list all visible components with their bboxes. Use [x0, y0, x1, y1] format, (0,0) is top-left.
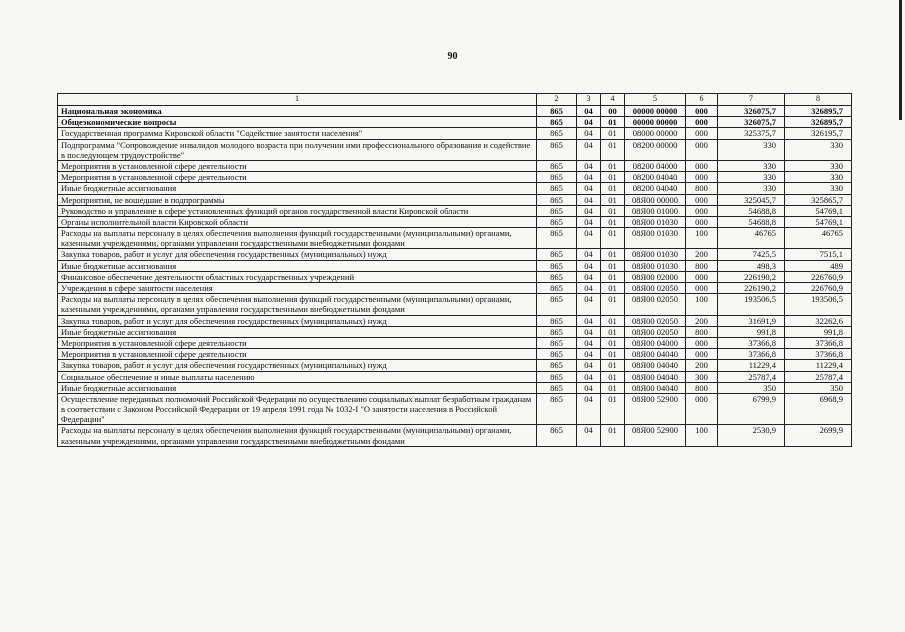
- ministry-code: 865: [537, 128, 577, 139]
- subsection-code: 01: [601, 271, 625, 282]
- ministry-code: 865: [537, 260, 577, 271]
- table-row: [58, 249, 852, 260]
- amount-year-1: 193506,5: [718, 294, 785, 315]
- amount-year-1: 330: [718, 160, 785, 171]
- target-article-code: 08Я00 04000: [625, 337, 686, 348]
- amount-year-2: 6968,9: [785, 393, 852, 425]
- table-row: [58, 393, 852, 425]
- amount-year-2: 489: [785, 260, 852, 271]
- amount-year-2: 326895,7: [785, 117, 852, 128]
- section-code: 04: [577, 271, 601, 282]
- target-article-code: 08Я00 02050: [625, 294, 686, 315]
- section-code: 04: [577, 283, 601, 294]
- ministry-code: 865: [537, 283, 577, 294]
- subsection-code: 01: [601, 228, 625, 249]
- ministry-code: 865: [537, 326, 577, 337]
- section-code: 04: [577, 228, 601, 249]
- amount-year-2: 330: [785, 172, 852, 183]
- section-code: 04: [577, 172, 601, 183]
- subsection-code: 01: [601, 260, 625, 271]
- amount-year-2: 7515,1: [785, 249, 852, 260]
- section-code: 04: [577, 371, 601, 382]
- table-row: [58, 216, 852, 227]
- ministry-code: 865: [537, 194, 577, 205]
- page-number: 90: [447, 51, 458, 62]
- amount-year-1: 37366,8: [718, 337, 785, 348]
- expense-type-code: 800: [686, 326, 718, 337]
- section-code: 04: [577, 260, 601, 271]
- table-row: [58, 271, 852, 282]
- row-description: Мероприятия в установленной сфере деятельности: [58, 337, 537, 348]
- table-row: [58, 382, 852, 393]
- subsection-code: 01: [601, 337, 625, 348]
- target-article-code: 08Я00 01030: [625, 249, 686, 260]
- amount-year-1: 11229,4: [718, 360, 785, 371]
- amount-year-1: 6799,9: [718, 393, 785, 425]
- amount-year-2: 54769,1: [785, 216, 852, 227]
- expense-type-code: 300: [686, 371, 718, 382]
- column-header: 6: [686, 94, 718, 106]
- subsection-code: 01: [601, 382, 625, 393]
- amount-year-2: 326195,7: [785, 128, 852, 139]
- target-article-code: 00000 00000: [625, 117, 686, 128]
- row-description: Расходы на выплаты персоналу в целях обеспечения выполнения функций государственными (муниципальными) органами, казенными учреждениями, органами управления государственными внебюджетными фондами: [58, 294, 537, 315]
- column-header: 8: [785, 94, 852, 106]
- table-row: [58, 106, 852, 117]
- subsection-code: 01: [601, 160, 625, 171]
- amount-year-2: 330: [785, 139, 852, 160]
- table-row: [58, 337, 852, 348]
- amount-year-1: 326075,7: [718, 106, 785, 117]
- subsection-code: 01: [601, 393, 625, 425]
- target-article-code: 08Я00 02050: [625, 283, 686, 294]
- amount-year-1: 2530,9: [718, 425, 785, 446]
- amount-year-1: 226190,2: [718, 283, 785, 294]
- row-description: Иные бюджетные ассигнования: [58, 260, 537, 271]
- table-row: [58, 194, 852, 205]
- target-article-code: 08Я00 01030: [625, 260, 686, 271]
- table-row: [58, 283, 852, 294]
- amount-year-2: 25787,4: [785, 371, 852, 382]
- target-article-code: 08Я00 02000: [625, 271, 686, 282]
- amount-year-2: 226760,9: [785, 271, 852, 282]
- row-description: Общеэкономические вопросы: [58, 117, 537, 128]
- amount-year-1: 325375,7: [718, 128, 785, 139]
- amount-year-1: 25787,4: [718, 371, 785, 382]
- row-description: Осуществление переданных полномочий Российской Федерации по осуществлению социальных выплат безработным гражданам в соответствии с Законом Российской Федерации от 19 апреля 1991 года № 1032-I "О занятости населения в Российской Федерации": [58, 393, 537, 425]
- target-article-code: 08Я00 00000: [625, 194, 686, 205]
- amount-year-1: 326075,7: [718, 117, 785, 128]
- table-row: [58, 371, 852, 382]
- amount-year-1: 226190,2: [718, 271, 785, 282]
- row-description: Мероприятия в установленной сфере деятельности: [58, 349, 537, 360]
- target-article-code: 08Я00 52900: [625, 425, 686, 446]
- subsection-code: 01: [601, 371, 625, 382]
- section-code: 04: [577, 117, 601, 128]
- subsection-code: 01: [601, 117, 625, 128]
- amount-year-2: 11229,4: [785, 360, 852, 371]
- expense-type-code: 000: [686, 271, 718, 282]
- row-description: Мероприятия, не вошедшие в подпрограммы: [58, 194, 537, 205]
- amount-year-1: 54688,8: [718, 216, 785, 227]
- table-row: [58, 160, 852, 171]
- row-description: Расходы на выплаты персоналу в целях обеспечения выполнения функций государственными (муниципальными) органами, казенными учреждениями, органами управления государственными внебюджетными фондами: [58, 425, 537, 446]
- expense-type-code: 100: [686, 294, 718, 315]
- ministry-code: 865: [537, 106, 577, 117]
- subsection-code: 01: [601, 425, 625, 446]
- expense-type-code: 000: [686, 216, 718, 227]
- ministry-code: 865: [537, 271, 577, 282]
- section-code: 04: [577, 249, 601, 260]
- expense-type-code: 000: [686, 194, 718, 205]
- row-description: Иные бюджетные ассигнования: [58, 326, 537, 337]
- section-code: 04: [577, 216, 601, 227]
- target-article-code: 08Я00 04040: [625, 349, 686, 360]
- section-code: 04: [577, 393, 601, 425]
- expense-type-code: 000: [686, 172, 718, 183]
- section-code: 04: [577, 337, 601, 348]
- column-header: 2: [537, 94, 577, 106]
- subsection-code: 00: [601, 106, 625, 117]
- expense-type-code: 000: [686, 349, 718, 360]
- table-row: [58, 205, 852, 216]
- section-code: 04: [577, 128, 601, 139]
- target-article-code: 08000 00000: [625, 128, 686, 139]
- table-row: [58, 260, 852, 271]
- expense-type-code: 000: [686, 160, 718, 171]
- subsection-code: 01: [601, 349, 625, 360]
- table-row: [58, 360, 852, 371]
- section-code: 04: [577, 194, 601, 205]
- row-description: Руководство и управление в сфере установленных функций органов государственной власти Кировской области: [58, 205, 537, 216]
- ministry-code: 865: [537, 425, 577, 446]
- subsection-code: 01: [601, 249, 625, 260]
- subsection-code: 01: [601, 205, 625, 216]
- table-row: [58, 117, 852, 128]
- target-article-code: 08Я00 04040: [625, 360, 686, 371]
- expense-type-code: 200: [686, 249, 718, 260]
- table-row: [58, 349, 852, 360]
- ministry-code: 865: [537, 294, 577, 315]
- ministry-code: 865: [537, 382, 577, 393]
- target-article-code: 08200 04000: [625, 160, 686, 171]
- section-code: 04: [577, 315, 601, 326]
- target-article-code: 08Я00 52900: [625, 393, 686, 425]
- expense-type-code: 000: [686, 283, 718, 294]
- table-row: [58, 183, 852, 194]
- ministry-code: 865: [537, 228, 577, 249]
- table-row: [58, 425, 852, 446]
- ministry-code: 865: [537, 183, 577, 194]
- subsection-code: 01: [601, 315, 625, 326]
- expense-type-code: 200: [686, 360, 718, 371]
- table-row: [58, 128, 852, 139]
- amount-year-2: 325865,7: [785, 194, 852, 205]
- subsection-code: 01: [601, 128, 625, 139]
- amount-year-2: 32262,6: [785, 315, 852, 326]
- section-code: 04: [577, 106, 601, 117]
- target-article-code: 08200 04040: [625, 172, 686, 183]
- subsection-code: 01: [601, 172, 625, 183]
- amount-year-1: 498,3: [718, 260, 785, 271]
- section-code: 04: [577, 205, 601, 216]
- header-row: [58, 94, 852, 106]
- expense-type-code: 800: [686, 183, 718, 194]
- ministry-code: 865: [537, 360, 577, 371]
- ministry-code: 865: [537, 249, 577, 260]
- table-row: [58, 172, 852, 183]
- target-article-code: 08200 04040: [625, 183, 686, 194]
- expense-type-code: 200: [686, 315, 718, 326]
- expense-type-code: 000: [686, 106, 718, 117]
- expense-type-code: 100: [686, 425, 718, 446]
- ministry-code: 865: [537, 160, 577, 171]
- ministry-code: 865: [537, 139, 577, 160]
- target-article-code: 08Я00 01030: [625, 216, 686, 227]
- section-code: 04: [577, 294, 601, 315]
- column-header: 7: [718, 94, 785, 106]
- subsection-code: 01: [601, 294, 625, 315]
- row-description: Финансовое обеспечение деятельности областных государственных учреждений: [58, 271, 537, 282]
- amount-year-2: 330: [785, 160, 852, 171]
- subsection-code: 01: [601, 183, 625, 194]
- table-row: [58, 139, 852, 160]
- section-code: 04: [577, 183, 601, 194]
- table-row: [58, 315, 852, 326]
- expense-type-code: 000: [686, 205, 718, 216]
- row-description: Национальная экономика: [58, 106, 537, 117]
- amount-year-1: 31691,9: [718, 315, 785, 326]
- expense-type-code: 100: [686, 228, 718, 249]
- row-description: Закупка товаров, работ и услуг для обеспечения государственных (муниципальных) нужд: [58, 249, 537, 260]
- row-description: Закупка товаров, работ и услуг для обеспечения государственных (муниципальных) нужд: [58, 360, 537, 371]
- amount-year-2: 991,8: [785, 326, 852, 337]
- expense-type-code: 000: [686, 128, 718, 139]
- ministry-code: 865: [537, 371, 577, 382]
- subsection-code: 01: [601, 326, 625, 337]
- row-description: Социальное обеспечение и иные выплаты населению: [58, 371, 537, 382]
- target-article-code: 00000 00000: [625, 106, 686, 117]
- section-code: 04: [577, 349, 601, 360]
- amount-year-1: 325045,7: [718, 194, 785, 205]
- expense-type-code: 800: [686, 382, 718, 393]
- subsection-code: 01: [601, 139, 625, 160]
- ministry-code: 865: [537, 337, 577, 348]
- ministry-code: 865: [537, 349, 577, 360]
- scan-edge-mark: [899, 0, 902, 120]
- target-article-code: 08Я00 02050: [625, 326, 686, 337]
- column-header: 3: [577, 94, 601, 106]
- ministry-code: 865: [537, 216, 577, 227]
- table-row: [58, 228, 852, 249]
- row-description: Мероприятия в установленной сфере деятельности: [58, 172, 537, 183]
- budget-table: [57, 93, 852, 447]
- expense-type-code: 000: [686, 117, 718, 128]
- amount-year-2: 37366,8: [785, 337, 852, 348]
- amount-year-1: 991,8: [718, 326, 785, 337]
- amount-year-2: 226760,9: [785, 283, 852, 294]
- amount-year-2: 330: [785, 183, 852, 194]
- expense-type-code: 000: [686, 393, 718, 425]
- column-header: 4: [601, 94, 625, 106]
- amount-year-2: 326895,7: [785, 106, 852, 117]
- target-article-code: 08200 00000: [625, 139, 686, 160]
- section-code: 04: [577, 360, 601, 371]
- row-description: Закупка товаров, работ и услуг для обеспечения государственных (муниципальных) нужд: [58, 315, 537, 326]
- target-article-code: 08Я00 04040: [625, 371, 686, 382]
- ministry-code: 865: [537, 315, 577, 326]
- amount-year-1: 46765: [718, 228, 785, 249]
- subsection-code: 01: [601, 283, 625, 294]
- expense-type-code: 800: [686, 260, 718, 271]
- amount-year-1: 330: [718, 172, 785, 183]
- target-article-code: 08Я00 02050: [625, 315, 686, 326]
- amount-year-1: 37366,8: [718, 349, 785, 360]
- ministry-code: 865: [537, 205, 577, 216]
- table-row: [58, 294, 852, 315]
- amount-year-1: 330: [718, 139, 785, 160]
- subsection-code: 01: [601, 216, 625, 227]
- section-code: 04: [577, 382, 601, 393]
- row-description: Подпрограмма "Сопровождение инвалидов молодого возраста при получении ими профессионального образования и содействие в последующем трудоустройстве": [58, 139, 537, 160]
- amount-year-2: 350: [785, 382, 852, 393]
- target-article-code: 08Я00 04040: [625, 382, 686, 393]
- section-code: 04: [577, 425, 601, 446]
- section-code: 04: [577, 326, 601, 337]
- amount-year-1: 7425,5: [718, 249, 785, 260]
- target-article-code: 08Я00 01030: [625, 228, 686, 249]
- ministry-code: 865: [537, 393, 577, 425]
- amount-year-2: 193506,5: [785, 294, 852, 315]
- column-header: 5: [625, 94, 686, 106]
- subsection-code: 01: [601, 194, 625, 205]
- amount-year-1: 54688,8: [718, 205, 785, 216]
- amount-year-2: 54769,1: [785, 205, 852, 216]
- column-header: 1: [58, 94, 537, 106]
- row-description: Учреждения в сфере занятости населения: [58, 283, 537, 294]
- amount-year-2: 46765: [785, 228, 852, 249]
- subsection-code: 01: [601, 360, 625, 371]
- section-code: 04: [577, 160, 601, 171]
- row-description: Иные бюджетные ассигнования: [58, 382, 537, 393]
- target-article-code: 08Я00 01000: [625, 205, 686, 216]
- row-description: Органы исполнительной власти Кировской области: [58, 216, 537, 227]
- ministry-code: 865: [537, 172, 577, 183]
- row-description: Мероприятия в установленной сфере деятельности: [58, 160, 537, 171]
- table-body: [58, 106, 852, 447]
- table-row: [58, 326, 852, 337]
- amount-year-1: 330: [718, 183, 785, 194]
- row-description: Расходы на выплаты персоналу в целях обеспечения выполнения функций государственными (муниципальными) органами, казенными учреждениями, органами управления государственными внебюджетными фондами: [58, 228, 537, 249]
- expense-type-code: 000: [686, 337, 718, 348]
- row-description: Иные бюджетные ассигнования: [58, 183, 537, 194]
- row-description: Государственная программа Кировской области "Содействие занятости населения": [58, 128, 537, 139]
- ministry-code: 865: [537, 117, 577, 128]
- amount-year-1: 350: [718, 382, 785, 393]
- amount-year-2: 37366,8: [785, 349, 852, 360]
- expense-type-code: 000: [686, 139, 718, 160]
- section-code: 04: [577, 139, 601, 160]
- amount-year-2: 2699,9: [785, 425, 852, 446]
